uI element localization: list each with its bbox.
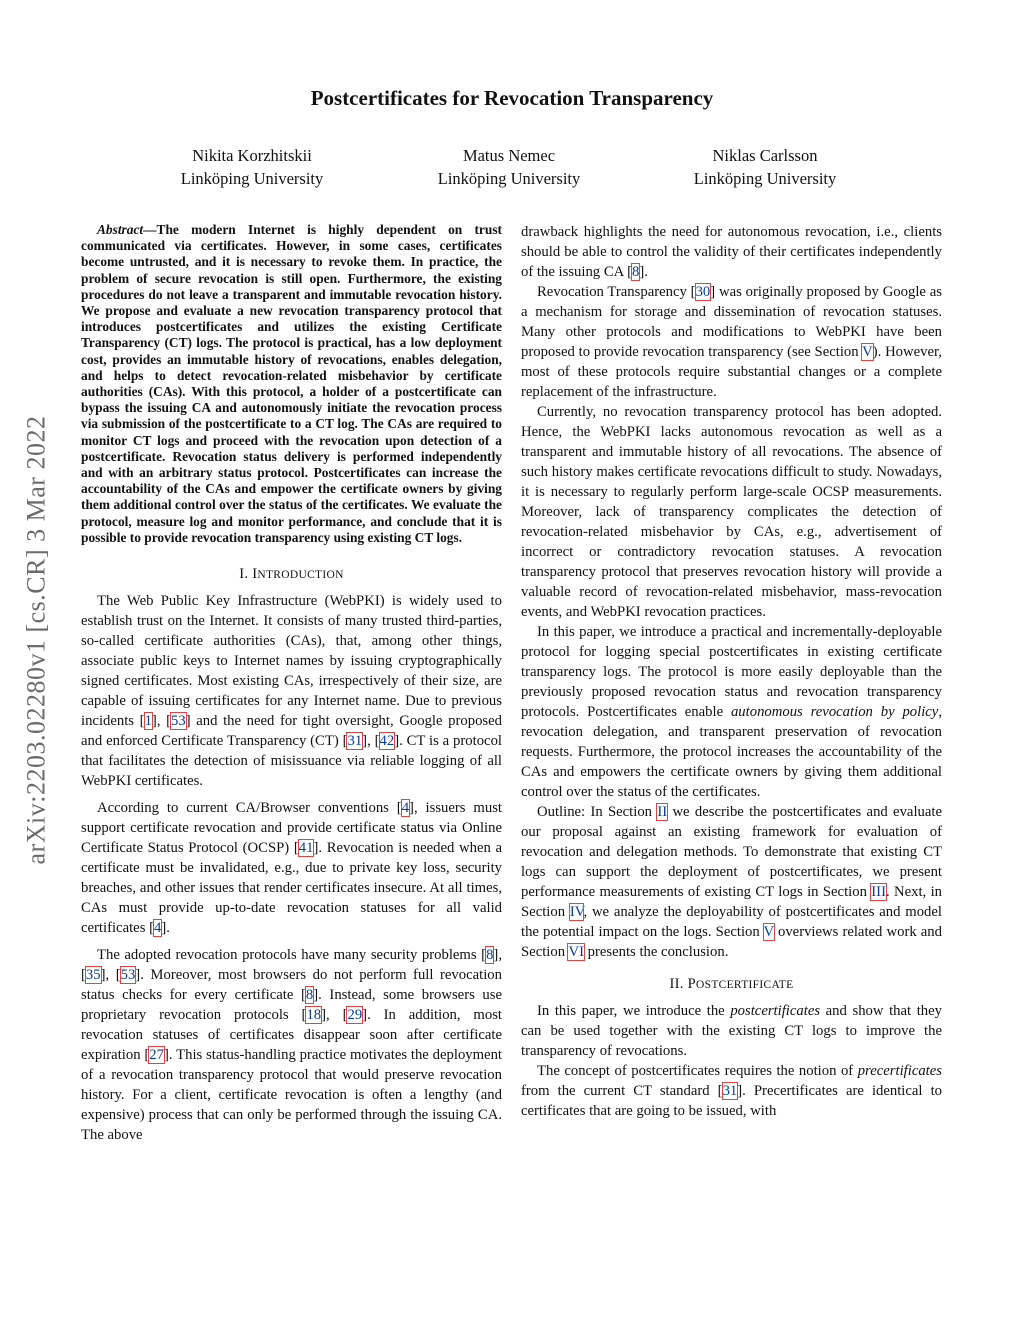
section-link[interactable]: III [871,884,886,900]
arxiv-sidebar-stamp [0,300,72,980]
right-column [521,222,942,1121]
intro-paragraph-3: The adopted revocation protocols have many security problems [8], [35], [53]. Moreover, most browsers do not perform full revocation status checks for every certificate [8]. Instead, some browsers use proprietary revocation protocols [18], [29]. In addition, most revocation statuses of certificates disappear soon after certificate expiration [27]. This status-handling practice motivates the deployment of a revocation transparency protocol that would preserve revocation history. For a client, certificate revocation is often a lengthy (and expensive) process that can only be performed through the issuing CA. The above [81,947,503,1144]
citation-link[interactable]: 31 [347,733,363,750]
citation-link[interactable]: 18 [306,1007,322,1024]
author-affiliation: Linköping University [180,169,324,188]
paragraph-precertificates: The concept of postcertificates requires the notion of precertificates from the current CT standard [31]. Precertificates are identical to certificates that are going to be issued, with [521,1063,942,1119]
abstract [81,222,502,546]
section-heading-postcertificate: II. POSTCERTIFICATE [669,976,794,992]
section-link[interactable]: V [763,924,774,940]
author-affiliation: Linköping University [693,169,837,188]
citation-link[interactable]: 4 [154,920,162,937]
citation-link[interactable]: 29 [347,1007,363,1024]
author-name: Matus Nemec [462,146,556,165]
author-block-1 [132,144,372,190]
section-link[interactable]: II [657,804,668,820]
section-link[interactable]: V [862,344,873,360]
citation-link[interactable]: 27 [149,1047,164,1064]
paragraph-currently: Currently, no revocation transparency protocol has been adopted. Hence, the WebPKI lacks autonomous revocation as well as a transparent and immutable history of all revocations. The absence of such history makes certificate revocations difficult to study. Nowadays, it is necessary to regularly perform large-scale OCSP measurements. Moreover, lack of transparency complicates the detection of revocation-related misbehavior by CAs, e.g., advertisement of incorrect or contradictory revocation statuses. A revocation transparency protocol that preserves revocation history will provide a valuable record of revocation-related misbehavior, mass-revocation events, and WebPKI revocation practices. [521,404,942,620]
author-name: Niklas Carlsson [712,146,818,165]
citation-link[interactable]: 8 [305,987,314,1004]
section-link[interactable]: IV [569,904,584,920]
section-link[interactable]: VI [568,944,584,960]
paragraph-continued: drawback highlights the need for autonomous revocation, i.e., clients should be able to control the validity of their certificates independently of the issuing CA [8]. [521,224,942,280]
paper-title: Postcertificates for Revocation Transparency [310,86,714,110]
citation-link[interactable]: 1 [144,713,152,730]
citation-link[interactable]: 8 [632,264,640,280]
abstract-label: Abstract [97,222,144,237]
arxiv-identifier: arXiv:2203.02280v1 [cs.CR] 3 Mar 2022 [21,415,50,865]
abstract-text: —The modern Internet is highly dependent on trust communicated via certificates. However, in some cases, certificates become untrusted, and it is necessary to revoke them. In practice, the problem of secure revocation is still open. Furthermore, the existing procedures do not leave a transparent and immutable revocation history. We propose and evaluate a new revocation transparency protocol that introduces postcertificates and utilizes the existing Certificate Transparency (CT) logs. The protocol is practical, has a low deployment cost, provides an immutable history of revocations, enables delegation, and helps to detect revocation-related misbehavior by certificate authorities (CAs). With this protocol, a holder of a postcertificate can bypass the issuing CA and autonomously initiate the revocation process via submission of the postcertificate to a CT log. The CAs are required to monitor CT logs and proceed with the revocation upon detection of a postcertificate. Revocation status delivery is performed independently and with an arbitrary status protocol. Postcertificates can increase the accountability of the CAs and empower the certificate owners by giving them additional control over the status of the certificates. We evaluate the protocol, measure log and monitor performance, and conclude that it is possible to provide revocation transparency using existing CT logs. [81,222,502,545]
paragraph-in-this-paper: In this paper, we introduce a practical and incrementally-deployable protocol for logging special postcertificates in existing certificate transparency logs. The protocol is more easily deployable than the previously proposed revocation status and revocation transparency protocols. Postcertificates enable autonomous revocation by policy, revocation delegation, and transparent preservation of revocation requests. Furthermore, the protocol increases the accountability of the CAs and empowers the certificate owners by giving them additional control over the status of the certificates. [521,624,943,800]
section-heading-introduction: I. INTRODUCTION [239,566,344,583]
citation-link[interactable]: 41 [298,840,314,857]
citation-link[interactable]: 53 [120,967,136,984]
citation-link[interactable]: 31 [722,1083,738,1099]
citation-link[interactable]: 42 [379,733,395,750]
intro-paragraph-1: The Web Public Key Infrastructure (WebPKI) is widely used to establish trust on the Internet. It consists of many trusted third-parties, so-called certificate authorities (CAs), that, among other things, associate public keys to Internet names by issuing cryptographically signed certificates. Most existing CAs, irrespectively of their size, are capable of issuing certificates for any Internet name. Due to previous incidents [1], [53] and the need for tight oversight, Google proposed and enforced Certificate Transparency (CT) [31], [42]. CT is a protocol that facilitates the detection of misissuance via reliable logging of all WebPKI certificates. [81,593,502,790]
citation-link[interactable]: 4 [401,800,410,817]
citation-link[interactable]: 30 [695,284,711,300]
author-block-3 [645,144,885,190]
paragraph-postcertificates-intro: In this paper, we introduce the postcertificates and show that they can be used together with the existing CT logs to improve the transparency of revocations. [521,1003,942,1059]
intro-paragraph-2: According to current CA/Browser conventions [4], issuers must support certificate revocation and provide certificate status via Online Certificate Status Protocol (OCSP) [41]. Revocation is needed when a certificate must be invalidated, e.g., due to private key loss, security breaches, and other issues that render certificates insecure. At all times, CAs must provide up-to-date revocation statuses for all valid certificates [4]. [81,800,503,937]
citation-link[interactable]: 53 [171,713,186,730]
author-name: Nikita Korzhitskii [192,146,312,165]
paragraph-outline: Outline: In Section II we describe the postcertificates and evaluate our proposal against an existing framework for evaluation of revocation and delegation methods. To demonstrate that existing CT logs can support the deployment of postcertificates, we present performance measurements of existing CT logs in Section III. Next, in Section IV, we analyze the deployability of postcertificates and model the potential impact on the logs. Section V overviews related work and Section VI presents the conclusion. [521,804,942,960]
citation-link[interactable]: 35 [85,967,101,984]
citation-link[interactable]: 8 [486,947,494,964]
author-block-2 [389,144,629,190]
left-column [81,222,502,1145]
paragraph-revocation-transparency: Revocation Transparency [30] was originally proposed by Google as a mechanism for storage and dissemination of revocation statuses. Many other protocols and modifications to WebPKI have been proposed to provide revocation transparency (see Section V). However, most of these protocols require substantial changes or a complete replacement of the infrastructure. [521,284,942,400]
author-affiliation: Linköping University [437,169,581,188]
